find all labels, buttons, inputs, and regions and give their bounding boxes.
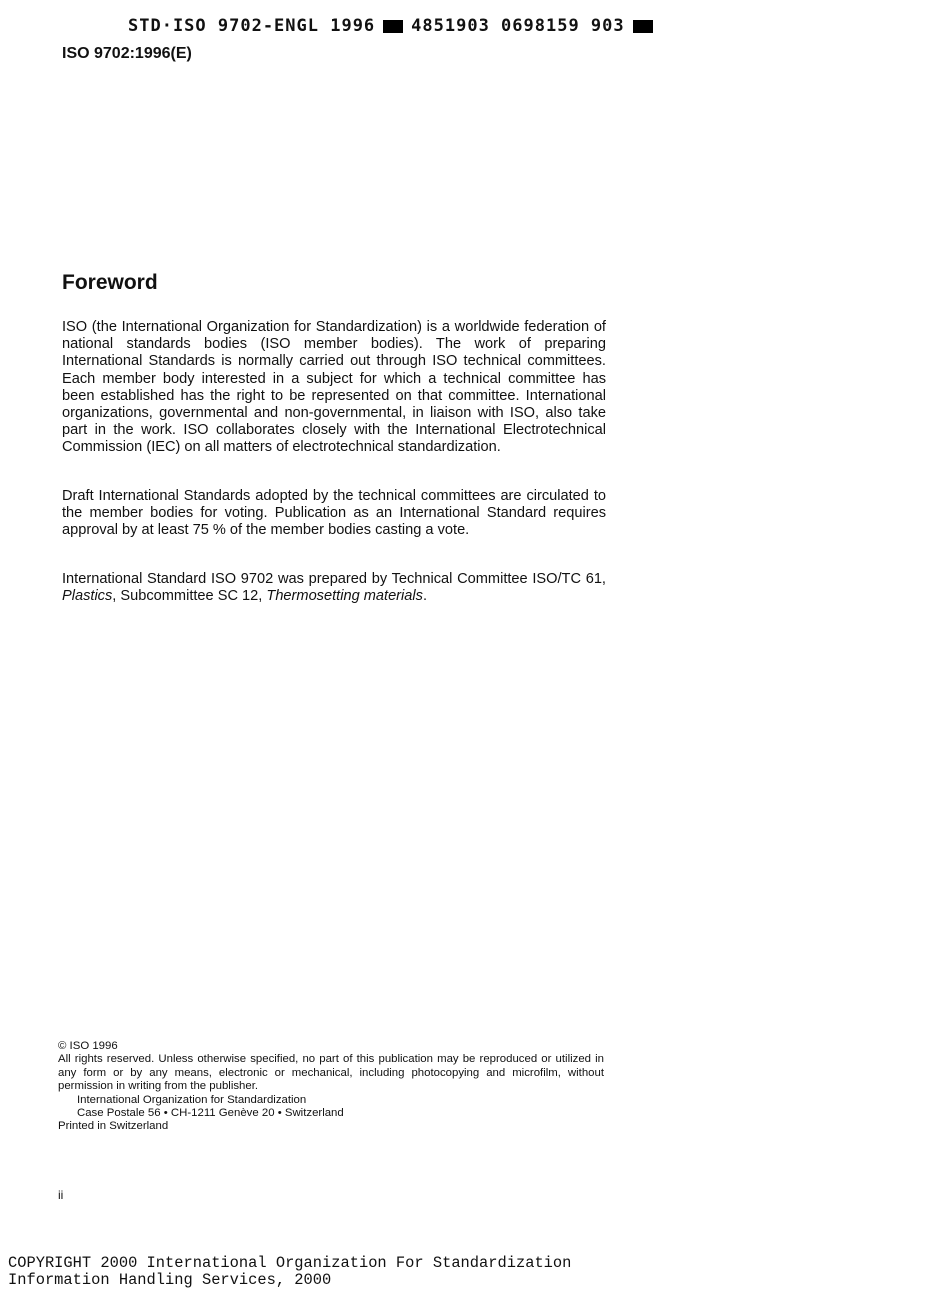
foreword-paragraph-1	[62, 319, 606, 457]
copyright-org: International Organization for Standardization	[77, 1093, 307, 1106]
paragraph-3-text	[62, 571, 606, 605]
stamp-prefix: STD·ISO 9702-ENGL 1996	[128, 16, 376, 36]
p3-middle: , Subcommittee SC 12,	[112, 588, 267, 605]
copyright-address: Case Postale 56 • CH-1211 Genève 20 • Switzerland	[77, 1107, 344, 1120]
page-number: ii	[58, 1188, 64, 1202]
copyright-printed: Printed in Switzerland	[58, 1120, 169, 1133]
copyright-rights: All rights reserved. Unless otherwise specified, no part of this publication may be reproduced or utilized in any form or by any means, electronic or mechanical, including photocopying and microfilm, without permission in writing from the publisher.	[58, 1053, 604, 1093]
stamp-code: 4851903 0698159 903	[411, 16, 625, 36]
document-stamp	[128, 16, 653, 36]
p3-end: .	[422, 588, 428, 605]
paragraph-2-text: Draft International Standards adopted by the technical committees are circulated to the member bodies for voting. Publication as an International Standard requires approval by at least 75 % of the member bodies casting a vote.	[62, 488, 606, 539]
foreword-paragraph-2	[62, 488, 606, 540]
foreword-paragraph-3	[62, 571, 606, 605]
document-id: ISO 9702:1996(E)	[62, 45, 192, 62]
footer-line-2: Information Handling Services, 2000	[8, 1271, 332, 1289]
paragraph-1-text: ISO (the International Organization for Standardization) is a worldwide federation of national standards bodies (ISO member bodies). The work of preparing International Standards is normally carried out through ISO technical committees. Each member body interested in a subject for which a technical committee has been established has the right to be represented on that committee. International organizations, governmental and non-governmental, in liaison with ISO, also take part in the work. ISO collaborates closely with the International Electrotechnical Commission (IEC) on all matters of electrotechnical standardization.	[62, 319, 606, 456]
p3-plastics: Plastics	[62, 588, 113, 605]
foreword-title: Foreword	[62, 271, 158, 294]
p3-lead: International Standard ISO 9702 was prepared by Technical Committee ISO/TC 61,	[62, 571, 606, 587]
stamp-bar-2	[633, 20, 653, 33]
footer-line-1: COPYRIGHT 2000 International Organization For Standardization	[8, 1254, 572, 1272]
copyright-line: © ISO 1996	[58, 1040, 118, 1052]
stamp-bar-1	[383, 20, 403, 33]
copyright-block	[58, 1040, 604, 1134]
p3-thermosetting: Thermosetting materials	[266, 588, 423, 605]
footer	[8, 1255, 571, 1289]
